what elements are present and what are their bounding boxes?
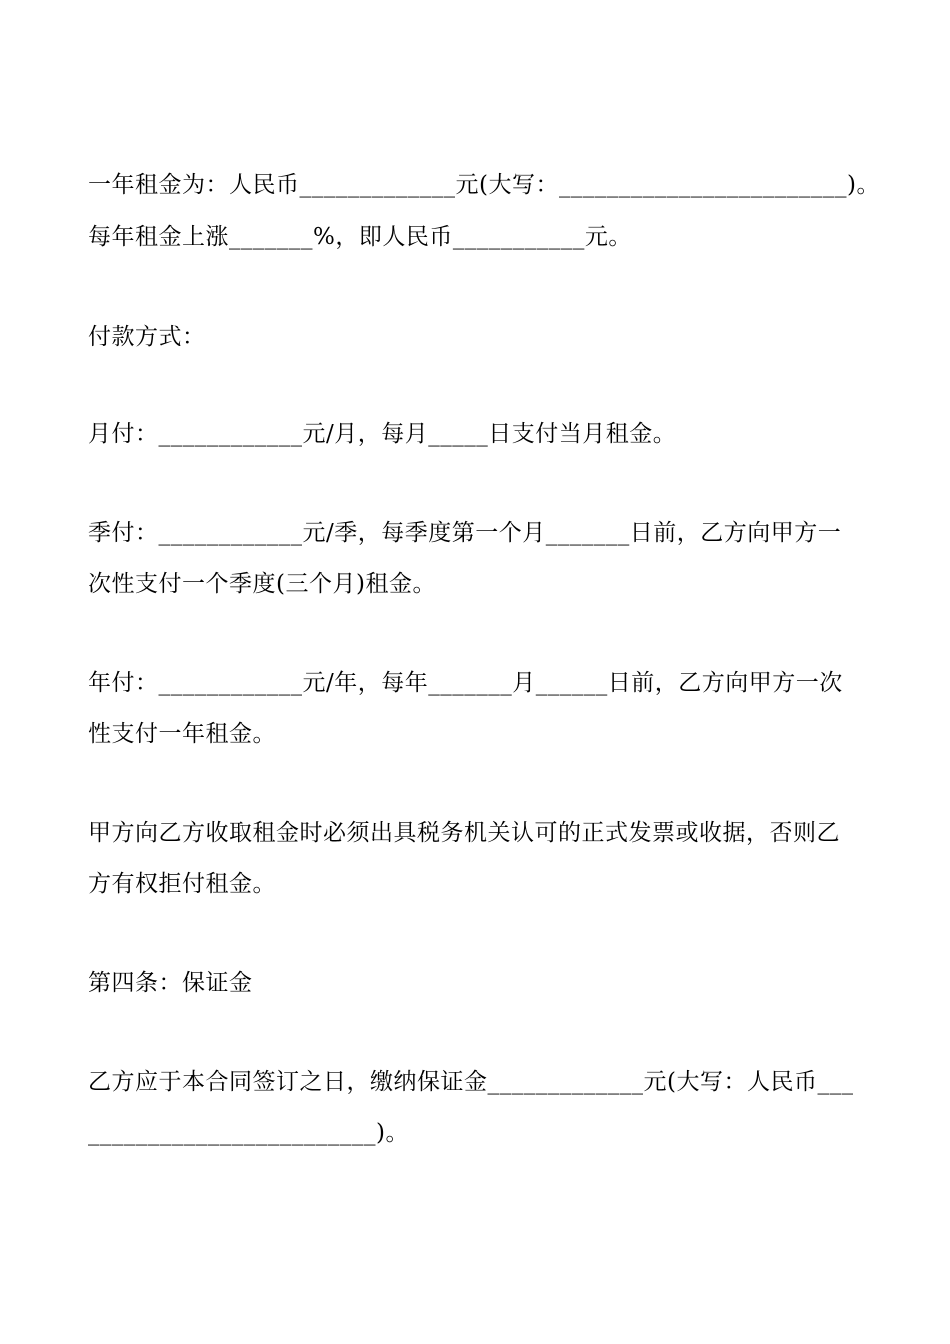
invoice-clause-line-2: 方有权拒付租金。 — [88, 871, 276, 897]
deposit-clause-line-1: 乙方应于本合同签订之日，缴纳保证金_____________元(大写：人民币___ — [88, 1069, 854, 1095]
annual-payment-line-1: 年付：____________元/年，每年_______月______日前，乙方向甲方一次 — [88, 670, 843, 696]
payment-method-heading: 付款方式： — [88, 324, 206, 350]
monthly-payment-line: 月付：____________元/月，每月_____日支付当月租金。 — [88, 421, 677, 447]
annual-rent-line: 一年租金为：人民币_____________元(大写：________________________)。 — [88, 172, 880, 198]
deposit-clause-line-2: ________________________)。 — [88, 1120, 409, 1146]
quarterly-payment-line-2: 次性支付一个季度(三个月)租金。 — [88, 571, 436, 597]
annual-payment-line-2: 性支付一年租金。 — [88, 721, 276, 747]
invoice-clause-line-1: 甲方向乙方收取租金时必须出具税务机关认可的正式发票或收据，否则乙 — [88, 820, 840, 846]
article-four-heading: 第四条：保证金 — [88, 970, 253, 996]
rent-increase-line: 每年租金上涨_______%，即人民币___________元。 — [88, 224, 632, 250]
quarterly-payment-line-1: 季付：____________元/季，每季度第一个月_______日前，乙方向甲方一 — [88, 520, 842, 546]
